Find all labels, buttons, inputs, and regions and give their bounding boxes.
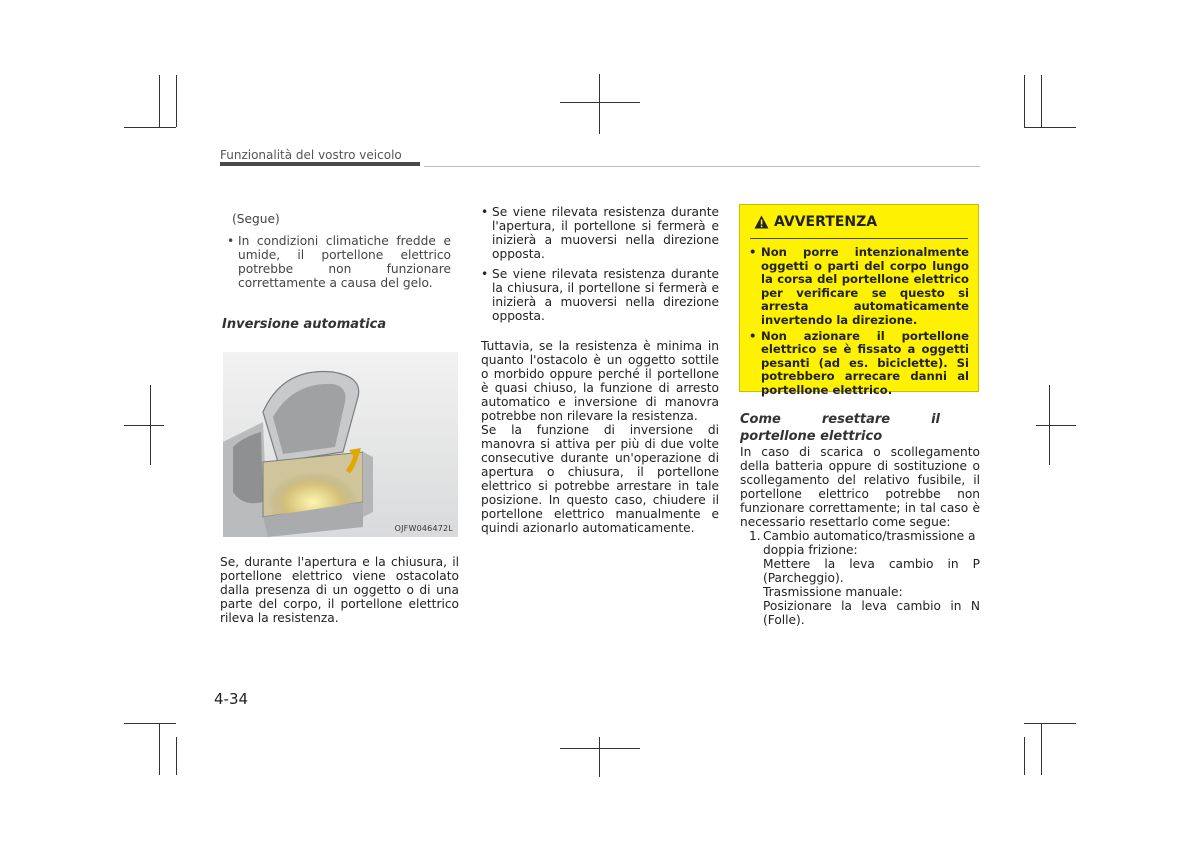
column1-bullets xyxy=(227,234,451,290)
list-item: • Se viene rilevata resistenza durante l'apertura, il portellone si fermerà e inizierà a muoversi nella direzione opposta. xyxy=(481,205,719,261)
continued-label: (Segue) xyxy=(232,212,280,226)
paragraph-resistenza: Se, durante l'apertura e la chiusura, il portellone elettrico viene ostacolato dalla presenza di un oggetto o di una parte del corpo, il portellone elettrico rileva la resistenza. xyxy=(220,555,459,625)
step-text-automatic: Mettere la leva cambio in P (Parcheggio). xyxy=(763,557,980,585)
list-item: • Se viene rilevata resistenza durante la chiusura, il portellone si fermerà e inizierà a muoversi nella direzione opposta. xyxy=(481,267,719,323)
column-2 xyxy=(481,205,719,535)
paragraph-tuttavia: Tuttavia, se la resistenza è minima in quanto l'ostacolo è un oggetto sottile o morbido oppure perché il portellone è quasi chiuso, la funzione di arresto automatico e inversione di manovra potrebbe non rilevare la resistenza. xyxy=(481,339,719,423)
header-rule xyxy=(424,166,980,167)
column2-bullets xyxy=(481,205,719,323)
warning-title xyxy=(754,214,877,230)
section-title: Funzionalità del vostro veicolo xyxy=(220,148,402,162)
subheading-inversione: Inversione automatica xyxy=(222,317,387,332)
step-subheading-manual: Trasmissione manuale: xyxy=(763,585,903,599)
column1-paragraph xyxy=(220,555,459,625)
warning-item: • Non porre intenzionalmente oggetti o parti del corpo lungo la corsa del portellone elettrico per verificare se questo si arresta automaticamente invertendo la direzione. xyxy=(748,246,969,328)
figure-code: OJFW046472L xyxy=(394,524,453,533)
page-number: 4-34 xyxy=(214,690,249,708)
reset-steps xyxy=(740,529,980,557)
list-item: • In condizioni climatiche fredde e umide, il portellone elettrico potrebbe non funzionare correttamente a causa del gelo. xyxy=(227,234,451,290)
warning-triangle-icon xyxy=(754,215,769,229)
tailgate-illustration xyxy=(223,352,458,537)
warning-list xyxy=(748,246,969,400)
step-number: 1. xyxy=(749,529,761,543)
step-text-manual: Posizionare la leva cambio in N (Folle). xyxy=(763,599,980,627)
warning-title-text: AVVERTENZA xyxy=(774,214,878,230)
column-3 xyxy=(740,411,980,627)
paragraph-inversione: Se la funzione di inversione di manovra si attiva per più di due volte consecutive durante un'operazione di apertura o chiusura, il portellone elettrico si potrebbe arrestare in tale posizione. In questo caso, chiudere il portellone elettrico manualmente e quindi azionarlo automaticamente. xyxy=(481,423,719,535)
warning-divider xyxy=(750,238,968,239)
subheading-reset: Come resettare il portellone elettrico xyxy=(740,412,940,444)
paragraph-reset-intro: In caso di scarica o scollegamento della batteria oppure di sostituzione o scollegamento del relativo fusibile, il portellone elettrico potrebbe non funzionare correttamente; in tal caso è necessario resettarlo come segue: xyxy=(740,445,980,529)
list-item xyxy=(740,529,980,557)
header-bar xyxy=(220,162,420,166)
warning-box xyxy=(739,204,979,397)
column-1 xyxy=(222,212,451,332)
warning-item: • Non azionare il portellone elettrico se è fissato a oggetti pesanti (ad es. biciclette). Si potrebbero arrecare danni al portellone elettrico. xyxy=(748,330,969,398)
step-heading: Cambio automatico/trasmissione a doppia frizione: xyxy=(763,529,976,557)
